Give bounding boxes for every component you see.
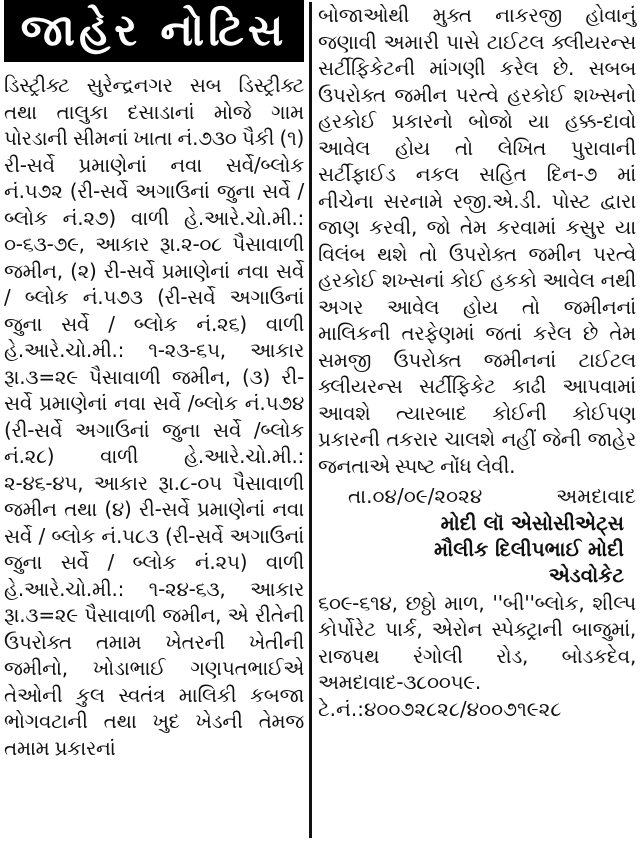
notice-city: અમદાવાદ xyxy=(556,484,636,508)
notice-right-column xyxy=(318,0,636,842)
notice-date: તા.૦૪/૦૯/૨૦૨૪ xyxy=(348,484,483,508)
lawyer-name: મૌલીક દિલીપભાઈ મોદી xyxy=(433,536,624,561)
lawyer-designation: એડવોકેટ xyxy=(548,562,624,587)
office-address: ૬૦૯-૬૧૪, છઠ્ઠો માળ, ''બી''બ્લોક, શીલ્પ કોર્પોરેટ પાર્ક, એરોન સ્પેક્ટ્રાની બાજુમાં, રાજપથ રંગોલી રોડ, બોડકદેવ, અમદાવાદ-૩૮૦૦૫૯. xyxy=(318,590,636,694)
notice-left-column xyxy=(4,0,304,842)
notice-title: જાહેર નોટિસ xyxy=(4,0,304,62)
column-divider xyxy=(309,2,312,838)
date-city-line xyxy=(318,483,636,510)
firm-name: મોદી લૉ એસોસીએટ્સ xyxy=(440,510,624,535)
phone-numbers: ટે.નં.:૪૦૦૭૨૮૨૮/૪૦૦૭૧૯૨૮ xyxy=(318,696,562,721)
notice-body-right: બોજાઓથી મુક્ત નાકરજી હોવાનું જણાવી અમારી પાસે ટાઈટલ ક્લીયરન્સ સર્ટીફિકેટની માંગણી કરેલ છે. સબબ ઉપરોક્ત જમીન પરત્વે હરકોઈ શખ્સનો હરકોઈ પ્રકારનો બોજો યા હક્ક-દાવો આવેલ હોય તો લેખિત પુરાવાની સર્ટીફાઈડ નકલ સહિત દિન-૭ માં નીચેના સરનામે રજી.એ.ડી. પોસ્ટ દ્વારા જાણ કરવી, જો તેમ કરવામાં કસુર યા વિલંબ થશે તો ઉપરોક્ત જમીન પરત્વે હરકોઈ શખ્સનાં કોઈ હકકો આવેલ નથી અગર આવેલ હોય તો જમીનનાં માલિકની તરફેણમાં જતાં કરેલ છે તેમ સમજી ઉપરોક્ત જમીનનાં ટાઈટલ ક્લીયરન્સ સર્ટીફિકેટ કાઢી આપવામાં આવશે ત્યારબાદ કોઈની કોઈપણ પ્રકારની તકરાર ચાલશે નહીં જેની જાહેર જનતાએ સ્પષ્ટ નોંધ લેવી. xyxy=(318,3,636,478)
notice-body-left: ડિસ્ટ્રીક્ટ સુરેન્દ્રનગર સબ ડિસ્ટ્રીક્ટ તથા તાલુકા દસાડાનાં મોજે ગામ પોરડાની સીમનાં ખાતા નં.૭૩૦ પૈકી (૧) રી-સર્વે પ્રમાણેનાં નવા સર્વે/બ્લોક નં.૫૭૨ (રી-સર્વે અગાઉનાં જુના સર્વે / બ્લોક નં.૨૭) વાળી હે.આરે.ચો.મી.: ૦-૬૩-૭૯, આકાર રૂા.૨-૦૮ પૈસાવાળી જમીન, (૨) રી-સર્વે પ્રમાણેનાં નવા સર્વે / બ્લોક નં.૫૭૩ (રી-સર્વે અગાઉનાં જુના સર્વે / બ્લોક નં.૨૬) વાળી હે.આરે.ચો.મી.: ૧-૨૩-૬૫, આકાર રૂા.૩=૨૯ પૈસાવાળી જમીન, (૩) રી-સર્વે પ્રમાણેનાં નવા સર્વે /બ્લોક નં.૫૭૪ (રી-સર્વે અગાઉનાં જુના સર્વે /બ્લોક નં.૨૮) વાળી હે.આરે.ચો.મી.: ૨-૪૬-૪૫, આકાર રૂા.૮-૦૫ પૈસાવાળી જમીન તથા (૪) રી-સર્વે પ્રમાણેનાં નવા સર્વે / બ્લોક નં.૫૮૩ (રી-સર્વે અગાઉનાં જુના સર્વે / બ્લોક નં.૨૫) વાળી હે.આરે.ચો.મી.: ૧-૨૪-૬૩, આકાર રૂા.૩=૨૯ પૈસાવાળી જમીન, એ રીતેની ઉપરોક્ત તમામ ખેતરની ખેતીની જમીનો, ખોડાભાઈ ગણપતભાઈએ તેઓની કુલ સ્વતંત્ર માલિકી કબજા ભોગવટાની તથા ખુદ ખેડની તેમજ તમામ પ્રકારનાં xyxy=(4,73,304,760)
